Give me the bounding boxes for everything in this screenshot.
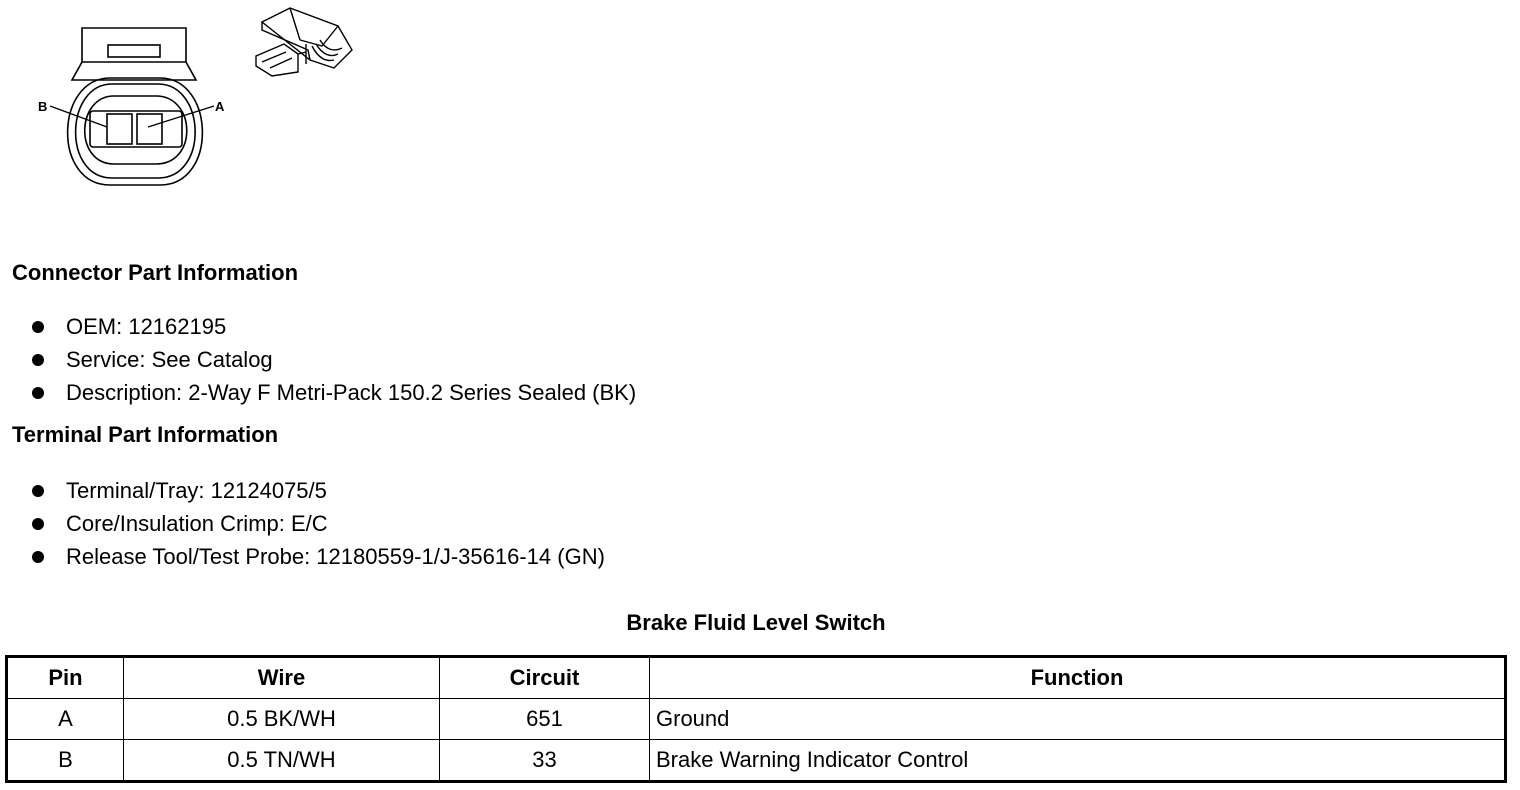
connector-perspective-icon [256,8,352,76]
bullet-icon [32,387,44,399]
column-header-function: Function [650,657,1506,699]
terminal-info-heading: Terminal Part Information [12,422,279,447]
cell-function: Brake Warning Indicator Control [650,740,1506,782]
list-item [28,310,636,343]
table-header-row [7,657,1506,699]
list-item-text: Terminal/Tray: 12124075/5 [66,478,327,503]
list-item [28,343,636,376]
bullet-icon [32,518,44,530]
cell-wire: 0.5 BK/WH [124,699,440,740]
cell-circuit: 33 [440,740,650,782]
list-item [28,376,636,409]
table-row [7,740,1506,782]
list-item [28,540,605,573]
list-item-text: Core/Insulation Crimp: E/C [66,511,328,536]
bullet-icon [32,354,44,366]
cell-circuit: 651 [440,699,650,740]
pin-label-b: B [38,99,48,114]
cell-wire: 0.5 TN/WH [124,740,440,782]
pinout-table [5,655,1507,783]
bullet-icon [32,551,44,563]
list-item-text: Service: See Catalog [66,347,273,372]
connector-info-heading: Connector Part Information [12,260,299,285]
column-header-wire: Wire [124,657,440,699]
cell-pin: B [7,740,124,782]
column-header-pin: Pin [7,657,124,699]
column-header-circuit: Circuit [440,657,650,699]
connector-info-list [28,310,636,409]
cell-function: Ground [650,699,1506,740]
list-item [28,474,605,507]
table-row [7,699,1506,740]
list-item-text: OEM: 12162195 [66,314,227,339]
pin-label-a: A [215,99,225,114]
list-item-text: Release Tool/Test Probe: 12180559-1/J-35616-14 (GN) [66,544,605,569]
connector-diagram [0,0,380,200]
table-title: Brake Fluid Level Switch [626,610,886,635]
terminal-info-list [28,474,605,573]
bullet-icon [32,321,44,333]
list-item-text: Description: 2-Way F Metri-Pack 150.2 Series Sealed (BK) [66,380,637,405]
list-item [28,507,605,540]
bullet-icon [32,485,44,497]
cell-pin: A [7,699,124,740]
